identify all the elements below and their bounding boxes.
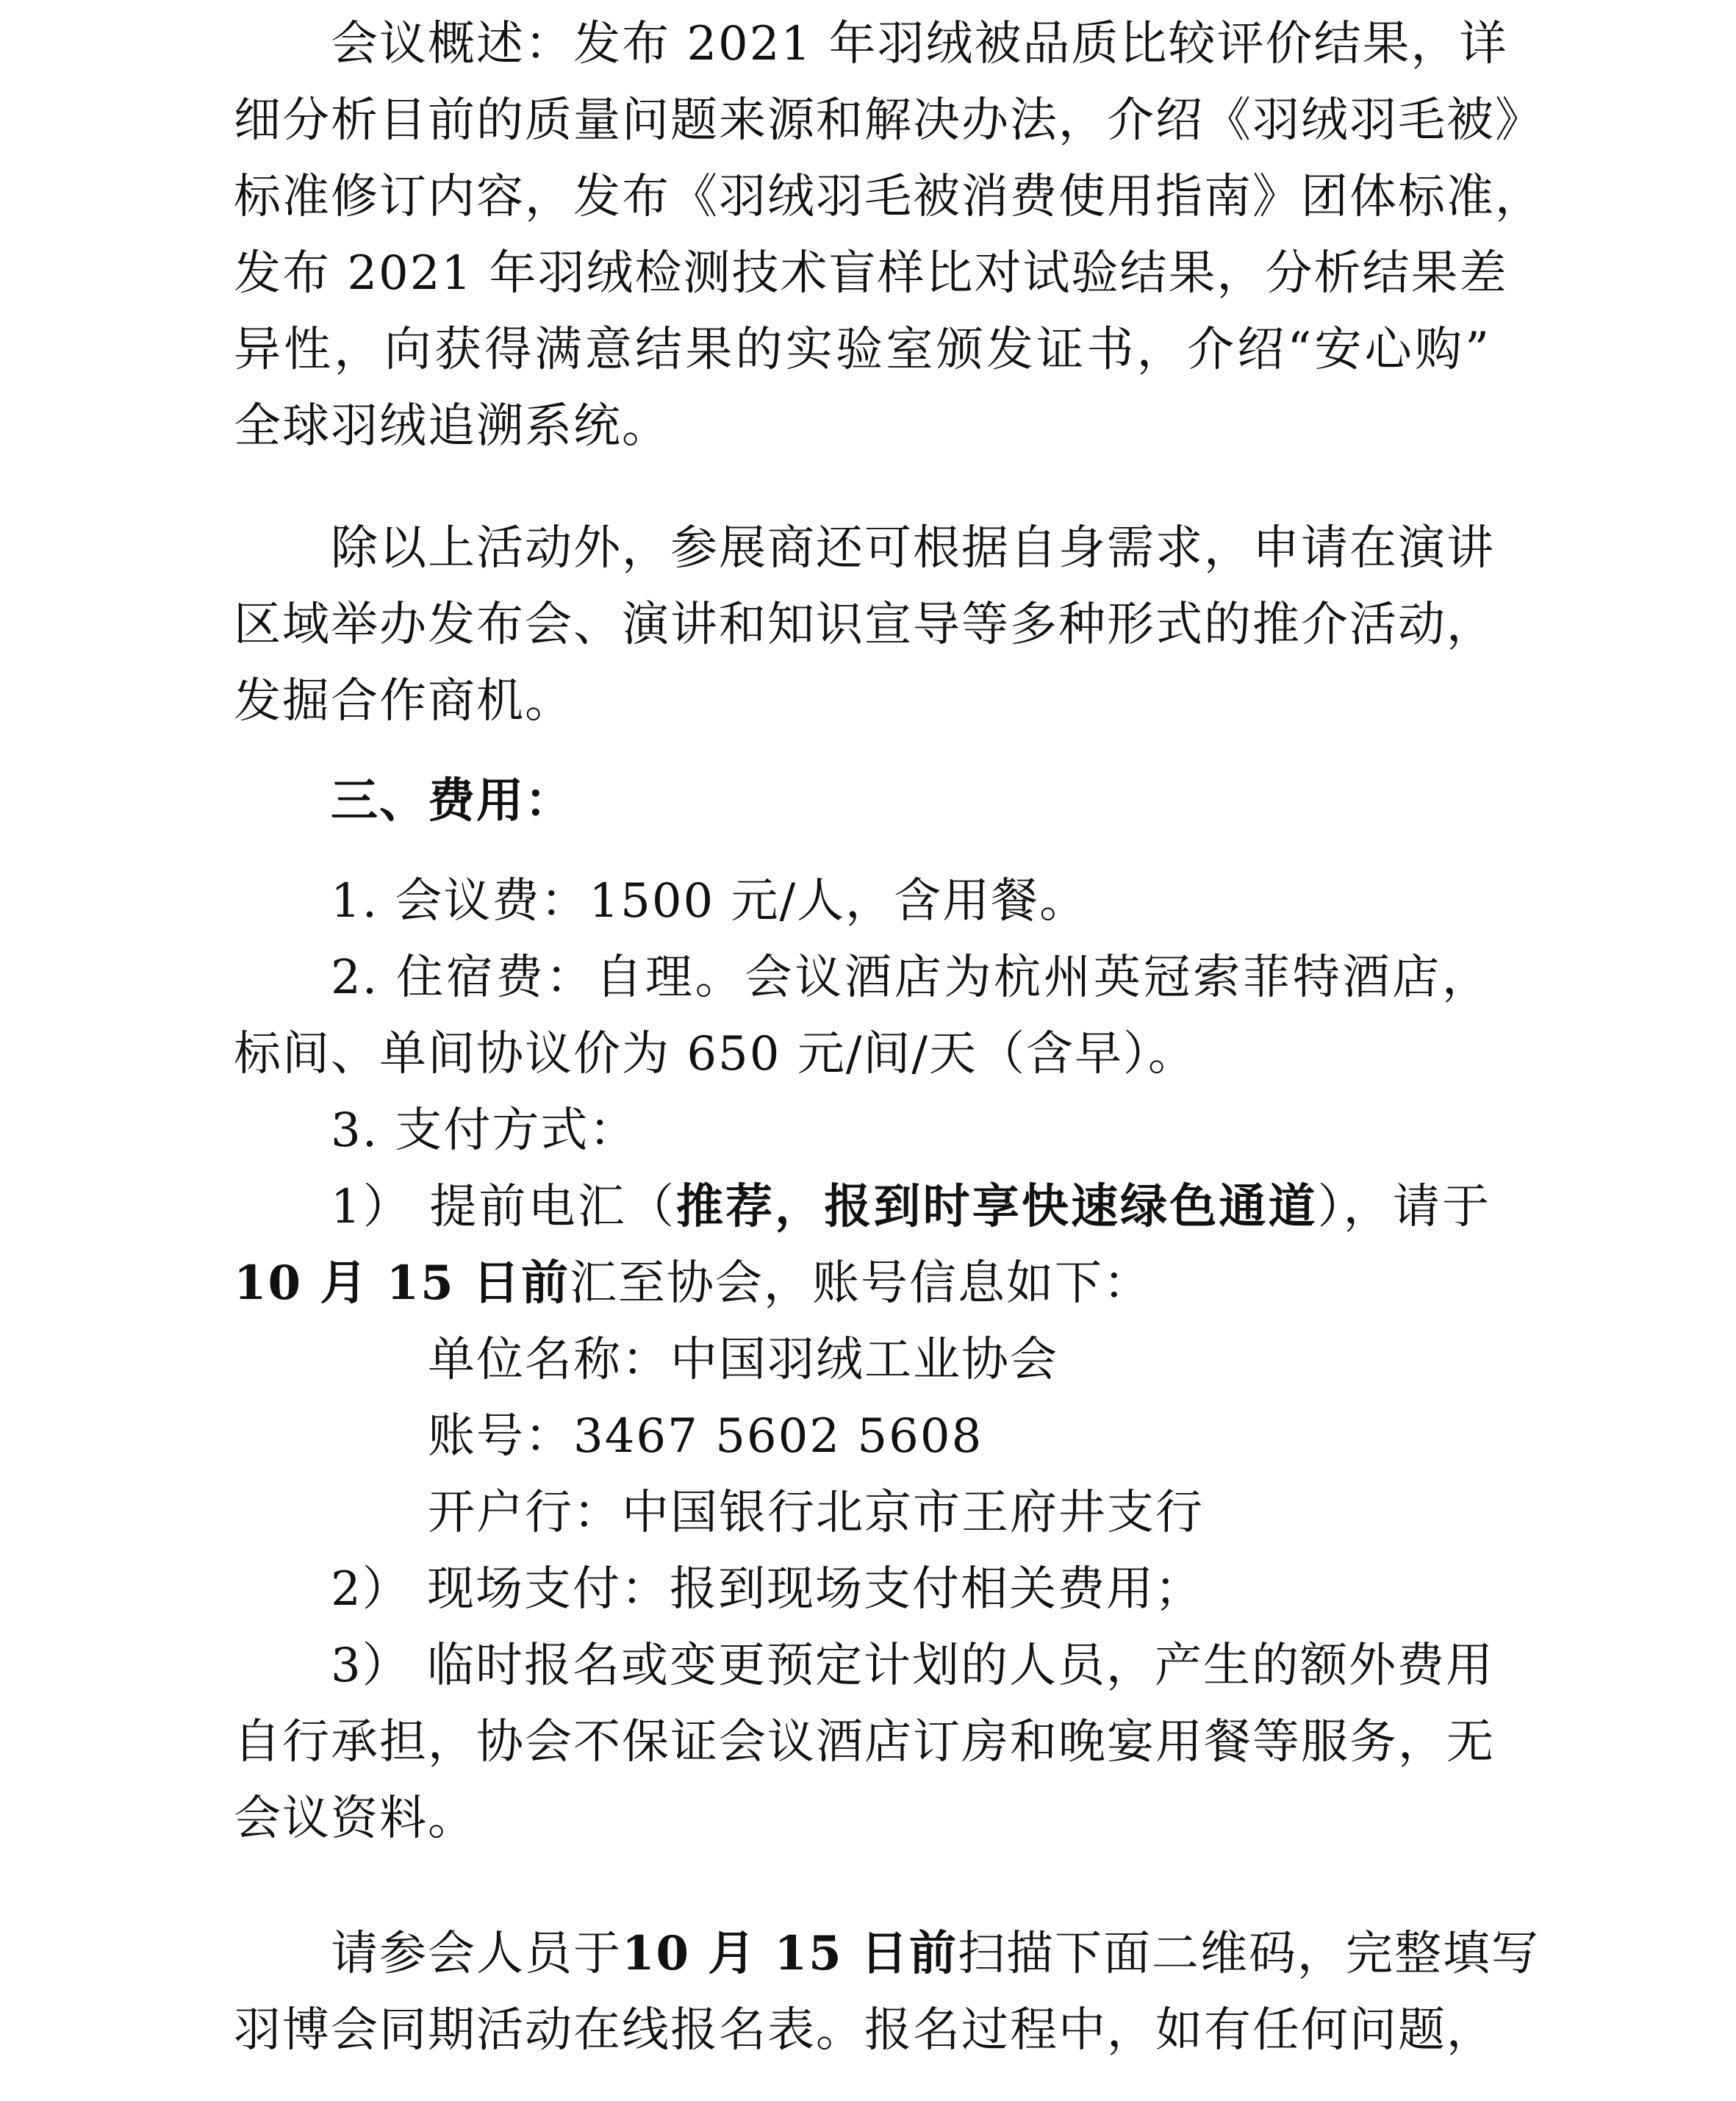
payment-option-1-rest: 汇至协会，账号信息如下： bbox=[569, 1256, 1152, 1311]
other-line-1: 除以上活动外，参展商还可根据自身需求，申请在演讲 bbox=[331, 521, 1495, 576]
payment-option-3-line-2: 自行承担，协会不保证会议酒店订房和晚宴用餐等服务，无 bbox=[234, 1715, 1495, 1769]
overview-line-5: 异性，向获得满意结果的实验室颁发证书，介绍“安心购” bbox=[234, 323, 1491, 377]
payment-option-2: 2） 现场支付：报到现场支付相关费用； bbox=[331, 1562, 1204, 1617]
registration-deadline: 10 月 15 日前 bbox=[622, 1926, 958, 1981]
overview-line-1: 会议概述：发布 2021 年羽绒被品质比较评价结果，详 bbox=[331, 17, 1508, 71]
other-line-2: 区域举办发布会、演讲和知识宣导等多种形式的推介活动， bbox=[234, 598, 1495, 652]
account-number: 账号：3467 5602 5608 bbox=[428, 1409, 983, 1464]
payment-deadline: 10 月 15 日前 bbox=[234, 1256, 570, 1311]
overview-line-6: 全球羽绒追溯系统。 bbox=[234, 399, 670, 454]
account-bank: 开户行：中国银行北京市王府井支行 bbox=[428, 1486, 1204, 1540]
section-heading-fees: 三、费用： bbox=[331, 774, 573, 828]
fee-item-meeting: 1. 会议费：1500 元/人，含用餐。 bbox=[331, 874, 1088, 928]
fee-item-accommodation-line-1: 2. 住宿费：自理。会议酒店为杭州英冠索菲特酒店， bbox=[331, 951, 1491, 1005]
payment-option-1-recommend: 推荐，报到时享快速绿色通道 bbox=[676, 1179, 1318, 1234]
payment-option-1-prefix: 1） 提前电汇（ bbox=[331, 1180, 677, 1234]
registration-suffix: 扫描下面二维码，完整填写 bbox=[957, 1927, 1540, 1981]
fee-item-accommodation-line-2: 标间、单间协议价为 650 元/间/天（含早）。 bbox=[234, 1027, 1197, 1081]
registration-line-2: 羽博会同期活动在线报名表。报名过程中，如有任何问题， bbox=[234, 2003, 1495, 2058]
registration-line-1 bbox=[331, 1919, 1540, 1989]
overview-line-4: 发布 2021 年羽绒检测技术盲样比对试验结果，分析结果差 bbox=[234, 246, 1508, 301]
registration-prefix: 请参会人员于 bbox=[331, 1927, 622, 1981]
payment-option-1-line-2 bbox=[234, 1248, 1491, 1319]
account-name: 单位名称：中国羽绒工业协会 bbox=[428, 1333, 1058, 1387]
other-line-3: 发掘合作商机。 bbox=[234, 674, 573, 729]
payment-option-1-line-1 bbox=[331, 1172, 1491, 1242]
overview-line-2: 细分析目前的质量问题来源和解决办法，介绍《羽绒羽毛被》 bbox=[234, 93, 1543, 148]
payment-option-3-line-3: 会议资料。 bbox=[234, 1792, 476, 1846]
payment-option-1-suffix: ），请于 bbox=[1317, 1180, 1491, 1234]
payment-option-3-line-1: 3） 临时报名或变更预定计划的人员，产生的额外费用 bbox=[331, 1639, 1495, 1693]
overview-line-3: 标准修订内容，发布《羽绒羽毛被消费使用指南》团体标准， bbox=[234, 170, 1543, 224]
fee-item-payment: 3. 支付方式： bbox=[331, 1103, 638, 1158]
